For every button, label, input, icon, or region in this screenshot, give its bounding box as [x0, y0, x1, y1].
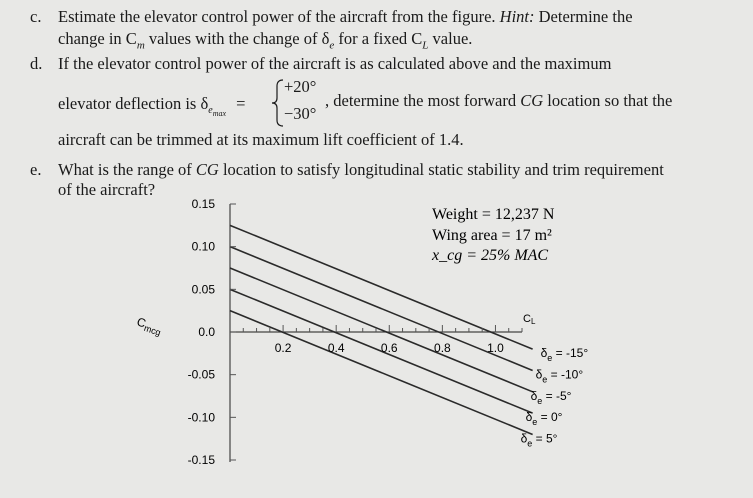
y-tick-label: 0.10 — [191, 239, 215, 254]
x-tick-label: 1.0 — [487, 341, 504, 355]
question-d-line2b: , determine the most forward CG location so that the — [325, 91, 673, 110]
weight-annotation: Weight = 12,237 N — [432, 206, 555, 223]
y-tick-label: 0.05 — [191, 282, 215, 297]
series-label: $\delta_e = -15^\circ$ — [540, 346, 589, 364]
y-axis-title: $C_{mcg}$ — [135, 314, 162, 338]
question-c-line1: Estimate the elevator control power of the aircraft from the figure. Hint: Determine the — [58, 7, 633, 26]
series-label: $\delta_e = 0^\circ$ — [525, 410, 563, 428]
x-tick-label: 0.2 — [274, 341, 292, 355]
y-tick-label: -0.15 — [187, 453, 215, 467]
x-tick-label: 0.6 — [380, 341, 398, 355]
x-tick-label: 0.8 — [434, 341, 451, 355]
question-d-line1: If the elevator control power of the aircraft is as calculated above and the maximum — [58, 54, 612, 73]
question-d-label: d. — [30, 54, 43, 73]
question-e-label: e. — [30, 160, 42, 179]
x-tick-label: 0.4 — [327, 341, 345, 355]
question-c-label: c. — [30, 7, 42, 26]
series-label: $\delta_e = -10^\circ$ — [535, 367, 584, 385]
x-axis-title: CL — [523, 313, 536, 326]
xcg-annotation: x_cg = 25% MAC — [432, 247, 549, 264]
wing-area-annotation: Wing area = 17 m² — [432, 227, 552, 244]
deflection-upper: +20° — [284, 77, 317, 96]
y-tick-label: 0.15 — [191, 197, 215, 211]
deflection-lower: −30° — [284, 104, 317, 123]
y-tick-label: -0.10 — [187, 410, 215, 425]
series-label: $\delta_e = -5^\circ$ — [530, 388, 572, 406]
y-tick-label: 0.0 — [198, 325, 215, 339]
y-tick-label: -0.05 — [187, 367, 215, 382]
series-label: $\delta_e = 5^\circ$ — [520, 431, 558, 449]
